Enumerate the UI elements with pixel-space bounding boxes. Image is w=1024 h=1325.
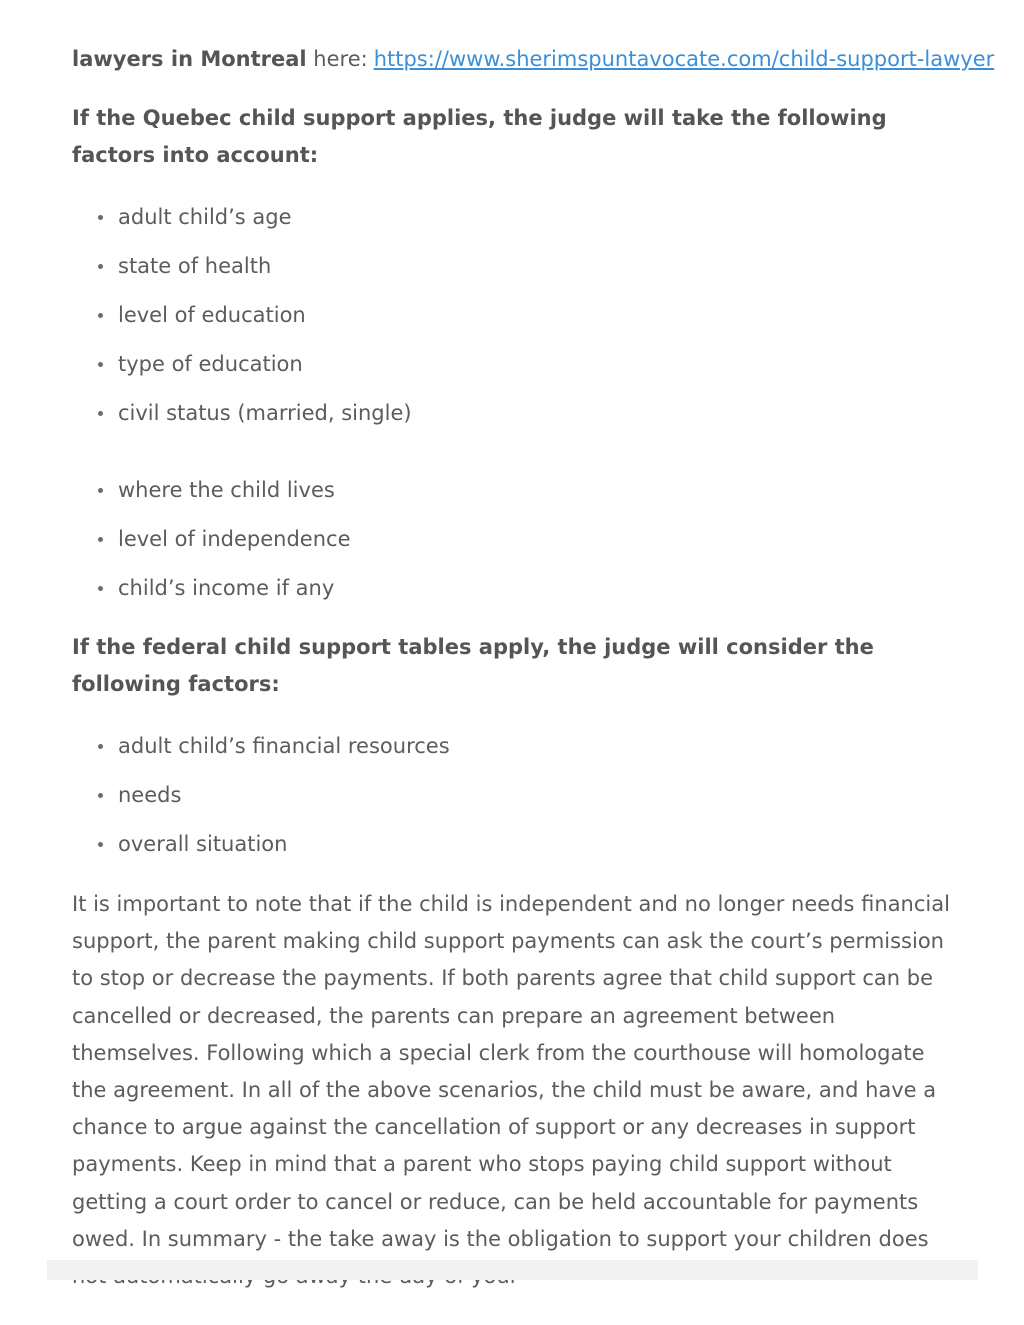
bullet-icon <box>98 411 103 416</box>
page-footer-bar <box>47 1260 978 1280</box>
list-item <box>72 524 351 573</box>
bullet-icon <box>98 488 103 493</box>
list-item-text: type of education <box>118 352 303 376</box>
list-item <box>72 251 412 300</box>
bullet-icon <box>98 586 103 591</box>
quebec-factors-list-part1 <box>72 202 412 447</box>
closing-paragraph: It is important to note that if the child is independent and no longer needs financial support, the parent making child support payments can ask the court’s permission to stop or decrease the payments. If both parents agree that child support can be cancelled or decreased, the parents can prepare an agreement between themselves. Following which a special clerk from the courthouse will homologate the agreement. In all of the above scenarios, the child must be aware, and have a chance to argue against the cancellation of support or any decreases in support payments. Keep in mind that a parent who stops paying child support without getting a court order to cancel or reduce, can be held accountable for payments owed. In summary - the take away is the obligation to support your children does <box>72 892 950 1251</box>
list-item <box>72 300 412 349</box>
intro-line <box>72 44 994 74</box>
list-item <box>72 731 450 780</box>
child-support-lawyer-link[interactable]: https://www.sherimspuntavocate.com/child-support-lawyer <box>373 47 995 71</box>
list-item <box>72 780 450 829</box>
list-item <box>72 829 450 878</box>
list-item <box>72 202 412 251</box>
list-item-text: needs <box>118 783 182 807</box>
list-item-text: overall situation <box>118 832 288 856</box>
list-item-text: civil status (married, single) <box>118 401 412 425</box>
intro-plain-text: here: <box>313 47 368 71</box>
list-item <box>72 475 351 524</box>
list-item <box>72 349 412 398</box>
bullet-icon <box>98 362 103 367</box>
quebec-factors-list-part2 <box>72 475 351 622</box>
bullet-icon <box>98 264 103 269</box>
bullet-icon <box>98 215 103 220</box>
list-item-text: child’s income if any <box>118 576 335 600</box>
federal-factors-heading: If the federal child support tables apply, the judge will consider the following factors: <box>72 635 874 696</box>
bullet-icon <box>98 744 103 749</box>
intro-bold-text: lawyers in Montreal <box>72 47 307 71</box>
list-item-text: where the child lives <box>118 478 335 502</box>
list-item-text: level of independence <box>118 527 351 551</box>
list-item <box>72 398 412 447</box>
list-item-text: level of education <box>118 303 306 327</box>
list-item <box>72 573 351 622</box>
list-item-text: adult child’s financial resources <box>118 734 450 758</box>
federal-factors-list <box>72 731 450 878</box>
list-item-text: state of health <box>118 254 272 278</box>
bullet-icon <box>98 313 103 318</box>
bullet-icon <box>98 842 103 847</box>
list-item-text: adult child’s age <box>118 205 292 229</box>
bullet-icon <box>98 793 103 798</box>
bullet-icon <box>98 537 103 542</box>
quebec-factors-heading: If the Quebec child support applies, the judge will take the following factors into account: <box>72 106 887 167</box>
